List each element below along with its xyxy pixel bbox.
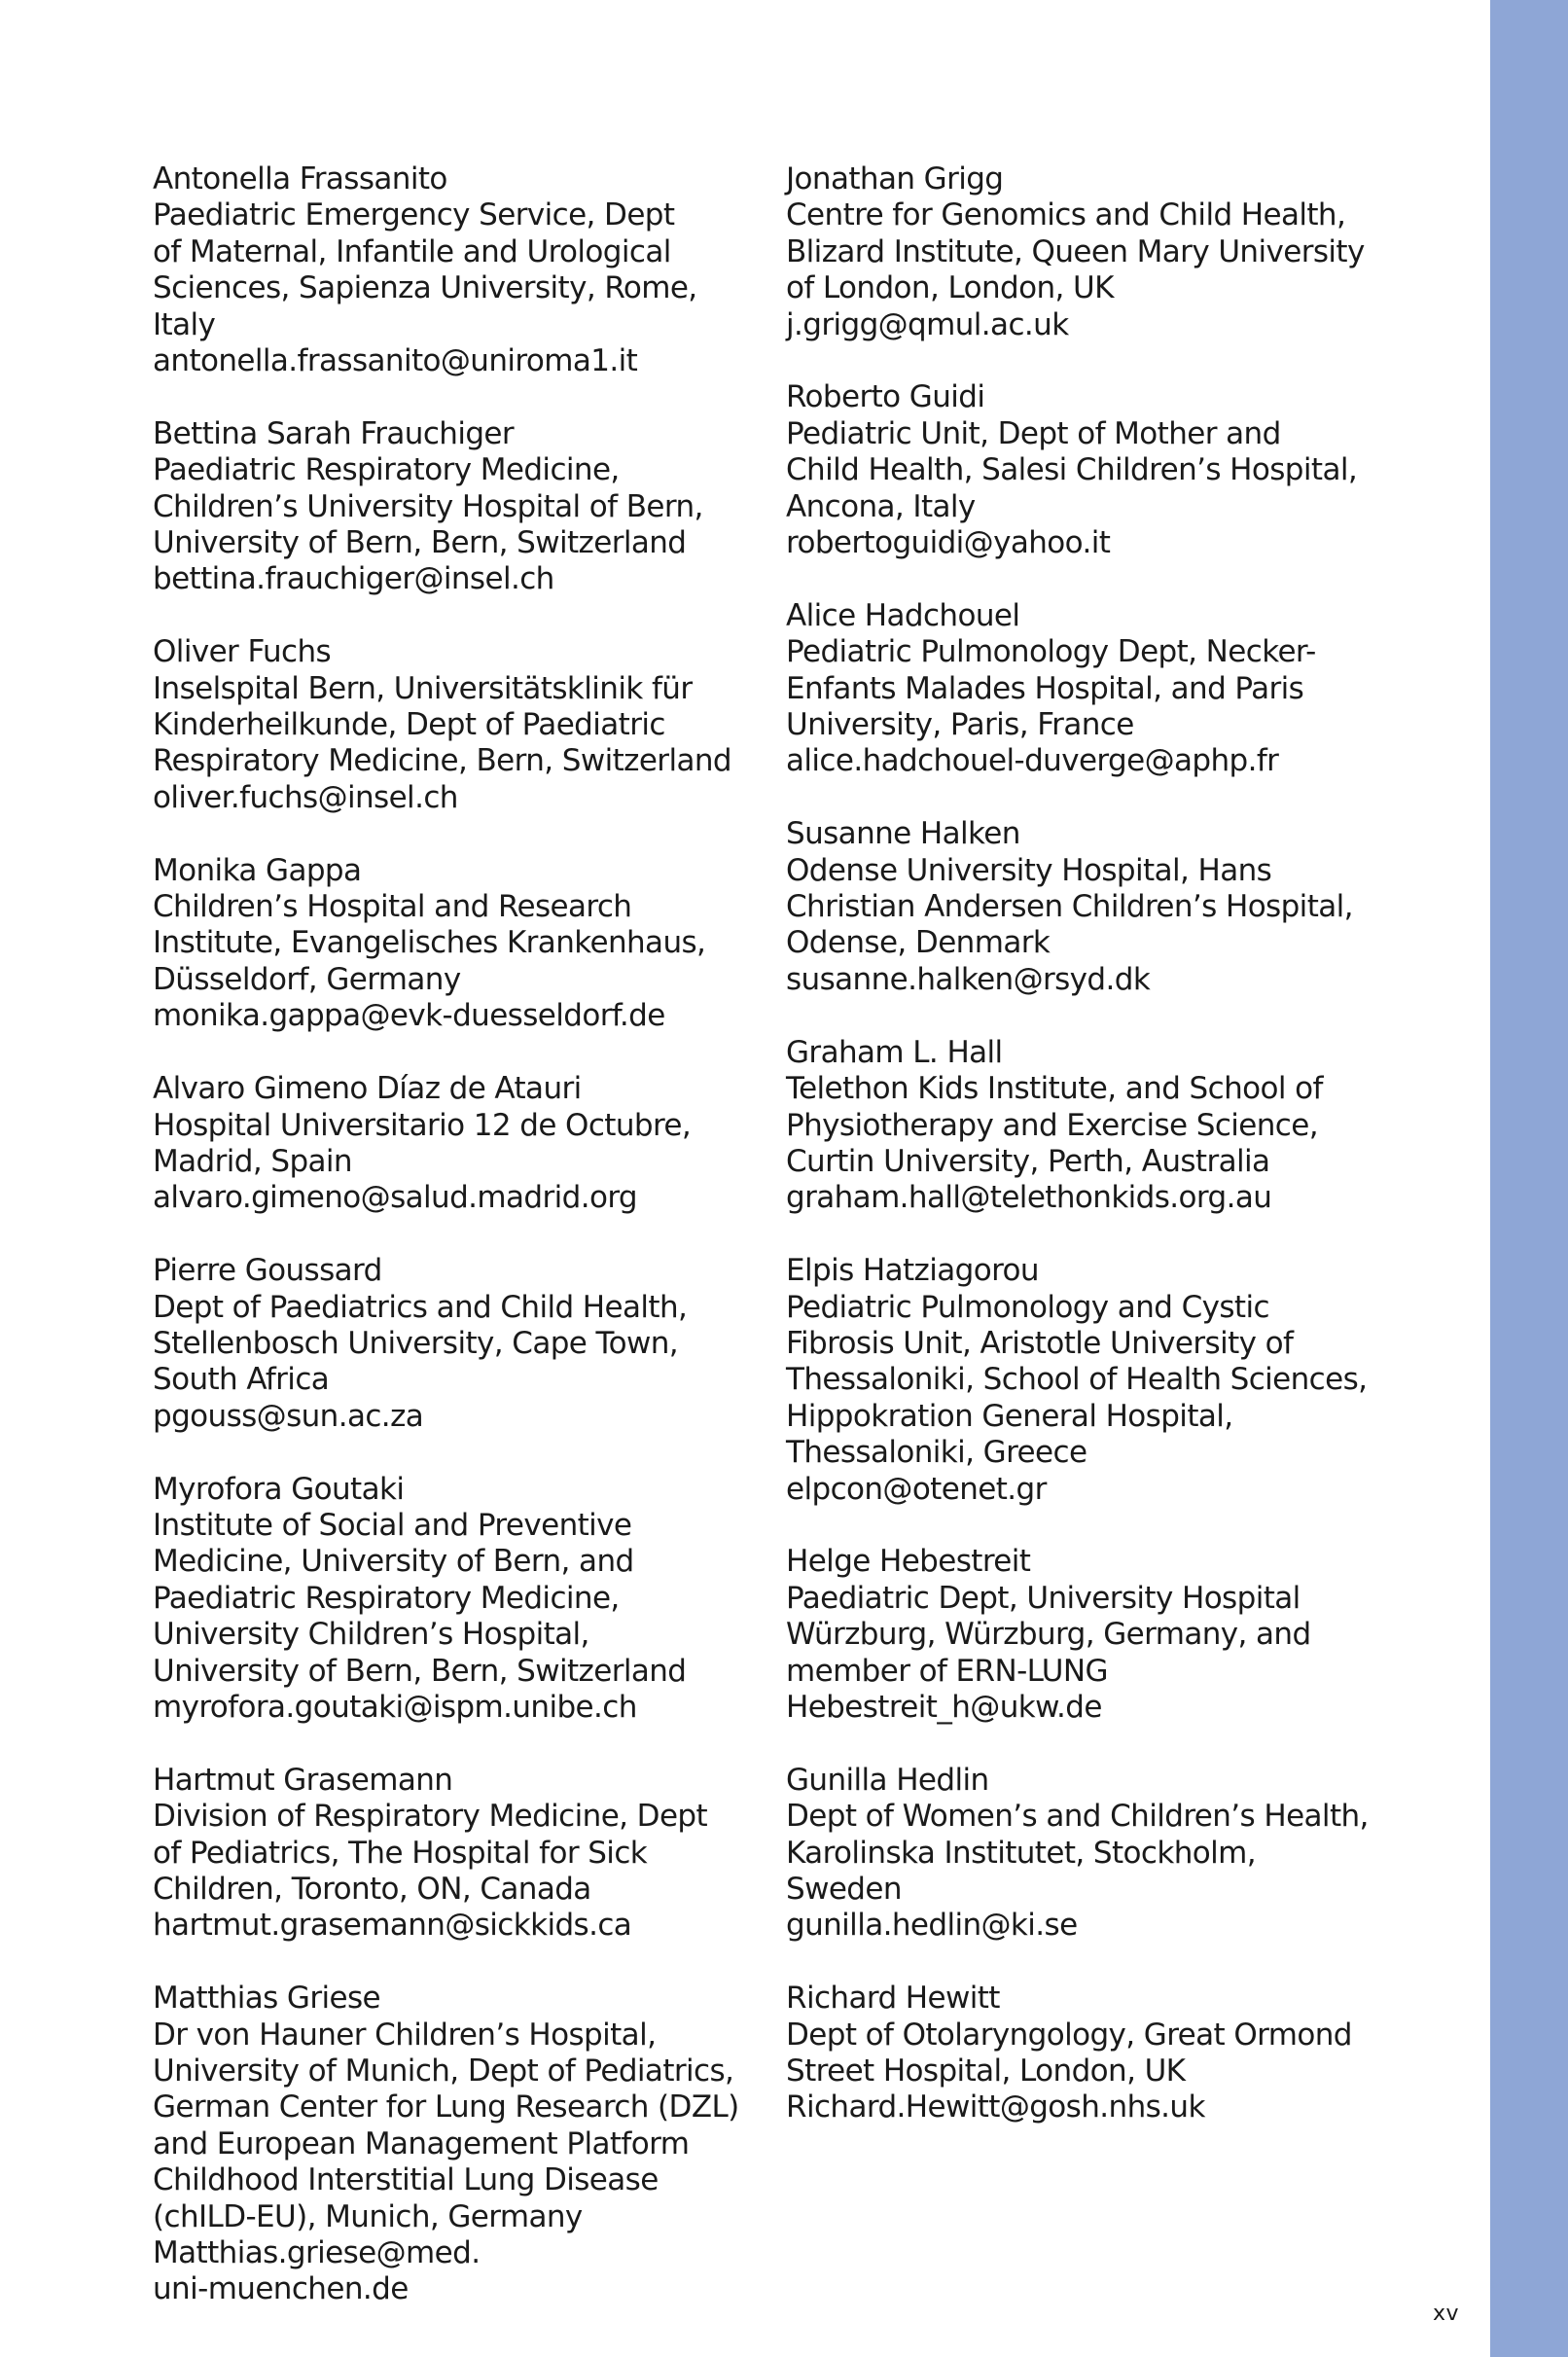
contributor-name: Jonathan Grigg — [786, 161, 1004, 196]
contributor-affiliation-line: South Africa — [153, 1362, 330, 1398]
page-number: xv — [1433, 2302, 1460, 2326]
contributor-entry — [153, 853, 736, 1035]
contributor-email: Richard.Hewitt@gosh.nhs.uk — [786, 2089, 1205, 2125]
contributor-email: alice.hadchouel-duverge@aphp.fr — [786, 743, 1279, 779]
contributor-name: Monika Gappa — [153, 852, 362, 888]
contributor-email: robertoguidi@yahoo.it — [786, 525, 1111, 561]
contributor-name: Pierre Goussard — [153, 1253, 382, 1289]
contributor-affiliation-line: Thessaloniki, School of Health Sciences, — [786, 1362, 1368, 1398]
contributors-column-left — [153, 161, 739, 2344]
contributor-email: gunilla.hedlin@ki.se — [786, 1908, 1078, 1944]
contributor-affiliation-line: University, Paris, France — [786, 707, 1134, 743]
contributor-entry — [153, 1253, 736, 1435]
contributor-affiliation-line: Stellenbosch University, Cape Town, — [153, 1325, 679, 1361]
contributor-entry — [153, 416, 736, 598]
contributor-name: Graham L. Hall — [786, 1034, 1003, 1070]
contributor-entry — [786, 1035, 1370, 1217]
contributor-name: Myrofora Goutaki — [153, 1471, 405, 1507]
contributor-affiliation-line: Pediatric Pulmonology and Cystic — [786, 1289, 1269, 1325]
contributor-name: Helge Hebestreit — [786, 1544, 1031, 1580]
contributor-affiliation-line: Medicine, University of Bern, and — [153, 1544, 634, 1580]
contributor-affiliation-line: of London, London, UK — [786, 270, 1114, 306]
contributor-entry — [786, 1544, 1370, 1726]
contributor-entry — [153, 1071, 736, 1217]
side-color-band — [1490, 0, 1568, 2357]
contributor-affiliation-line: of Pediatrics, The Hospital for Sick — [153, 1835, 648, 1871]
contributor-affiliation-line: University of Bern, Bern, Switzerland — [153, 525, 687, 561]
contributor-email: uni-muenchen.de — [153, 2271, 409, 2307]
contributor-email: pgouss@sun.ac.za — [153, 1398, 424, 1434]
contributor-affiliation-line: Matthias.griese@med. — [153, 2235, 481, 2271]
contributor-affiliation-line: Dr von Hauner Children’s Hospital, — [153, 2017, 657, 2053]
contributor-affiliation-line: Christian Andersen Children’s Hospital, — [786, 889, 1353, 925]
contributor-affiliation-line: Telethon Kids Institute, and School of — [786, 1071, 1323, 1107]
contributor-entry — [153, 161, 736, 379]
contributor-affiliation-line: Dept of Paediatrics and Child Health, — [153, 1289, 688, 1325]
contributor-affiliation-line: Enfants Malades Hospital, and Paris — [786, 670, 1304, 706]
contributor-name: Oliver Fuchs — [153, 634, 332, 670]
contributor-affiliation-line: Düsseldorf, Germany — [153, 961, 461, 997]
contributor-email: myrofora.goutaki@ispm.unibe.ch — [153, 1689, 637, 1725]
contributor-affiliation-line: Children’s University Hospital of Bern, — [153, 488, 703, 524]
contributor-affiliation-line: Pediatric Unit, Dept of Mother and — [786, 415, 1281, 451]
contributor-entry — [786, 1253, 1370, 1508]
contributor-affiliation-line: Ancona, Italy — [786, 488, 976, 524]
contributor-email: oliver.fuchs@insel.ch — [153, 779, 458, 815]
contributor-affiliation-line: Inselspital Bern, Universitätsklinik für — [153, 670, 693, 706]
contributor-affiliation-line: Würzburg, Würzburg, Germany, and — [786, 1617, 1311, 1653]
contributor-entry — [786, 598, 1370, 780]
contributor-affiliation-line: Institute of Social and Preventive — [153, 1507, 632, 1543]
contributor-name: Antonella Frassanito — [153, 161, 447, 196]
contributor-entry — [786, 1981, 1370, 2126]
contributor-affiliation-line: Madrid, Spain — [153, 1143, 352, 1179]
contributor-entry — [153, 1981, 739, 2308]
contributor-affiliation-line: Curtin University, Perth, Australia — [786, 1143, 1270, 1179]
contributor-affiliation-line: Paediatric Respiratory Medicine, — [153, 452, 620, 488]
contributor-affiliation-line: Respiratory Medicine, Bern, Switzerland — [153, 743, 731, 779]
contributor-affiliation-line: member of ERN-LUNG — [786, 1653, 1108, 1689]
contributor-name: Richard Hewitt — [786, 1981, 1000, 2017]
contributor-entry — [153, 1763, 736, 1945]
contributor-name: Gunilla Hedlin — [786, 1762, 989, 1798]
contributor-affiliation-line: Physiotherapy and Exercise Science, — [786, 1107, 1318, 1143]
contributor-affiliation-line: Street Hospital, London, UK — [786, 2053, 1186, 2089]
contributor-name: Hartmut Grasemann — [153, 1762, 453, 1798]
contributor-affiliation-line: Hospital Universitario 12 de Octubre, — [153, 1107, 692, 1143]
contributor-affiliation-line: Paediatric Respiratory Medicine, — [153, 1580, 620, 1616]
contributor-affiliation-line: Italy — [153, 306, 216, 342]
contributor-email: Hebestreit_h@ukw.de — [786, 1689, 1102, 1725]
contributor-affiliation-line: Child Health, Salesi Children’s Hospital, — [786, 452, 1358, 488]
contributor-email: antonella.frassanito@uniroma1.it — [153, 343, 638, 379]
contributor-name: Susanne Halken — [786, 816, 1020, 852]
contributor-affiliation-line: Division of Respiratory Medicine, Dept — [153, 1799, 708, 1835]
contributor-email: hartmut.grasemann@sickkids.ca — [153, 1908, 632, 1944]
contributor-affiliation-line: Odense, Denmark — [786, 925, 1051, 961]
contributor-email: elpcon@otenet.gr — [786, 1471, 1047, 1507]
contributor-affiliation-line: Sweden — [786, 1871, 902, 1907]
contributor-email: j.grigg@qmul.ac.uk — [786, 306, 1069, 342]
contributor-email: bettina.frauchiger@insel.ch — [153, 561, 554, 597]
contributor-entry — [153, 1472, 736, 1727]
contributor-name: Roberto Guidi — [786, 379, 985, 415]
contributor-affiliation-line: and European Management Platform — [153, 2125, 690, 2161]
contributor-affiliation-line: Pediatric Pulmonology Dept, Necker- — [786, 634, 1316, 670]
contributor-email: susanne.halken@rsyd.dk — [786, 961, 1151, 997]
contributor-affiliation-line: Blizard Institute, Queen Mary University — [786, 233, 1365, 269]
contributor-affiliation-line: Odense University Hospital, Hans — [786, 852, 1272, 888]
contributor-name: Matthias Griese — [153, 1981, 380, 2017]
contributor-name: Bettina Sarah Frauchiger — [153, 415, 515, 451]
contributor-affiliation-line: Karolinska Institutet, Stockholm, — [786, 1835, 1256, 1871]
contributor-entry — [786, 1763, 1370, 1945]
contributor-entry — [786, 379, 1370, 561]
contributor-affiliation-line: Paediatric Emergency Service, Dept — [153, 197, 675, 233]
contributor-email: graham.hall@telethonkids.org.au — [786, 1180, 1272, 1216]
contributor-email: alvaro.gimeno@salud.madrid.org — [153, 1180, 638, 1216]
contributor-affiliation-line: Children, Toronto, ON, Canada — [153, 1871, 591, 1907]
contributor-affiliation-line: Dept of Otolaryngology, Great Ormond — [786, 2017, 1352, 2053]
contributor-affiliation-line: University Children’s Hospital, — [153, 1617, 589, 1653]
contributor-affiliation-line: University of Munich, Dept of Pediatrics, — [153, 2053, 734, 2089]
contributor-affiliation-line: Institute, Evangelisches Krankenhaus, — [153, 925, 706, 961]
contributor-affiliation-line: Paediatric Dept, University Hospital — [786, 1580, 1301, 1616]
contributor-email: monika.gappa@evk-duesseldorf.de — [153, 998, 665, 1034]
contributor-name: Alvaro Gimeno Díaz de Atauri — [153, 1071, 582, 1107]
contributor-entry — [153, 634, 736, 816]
contributor-entry — [786, 816, 1370, 998]
contributor-name: Alice Hadchouel — [786, 597, 1020, 633]
contributor-affiliation-line: of Maternal, Infantile and Urological — [153, 233, 671, 269]
contributor-affiliation-line: Dept of Women’s and Children’s Health, — [786, 1799, 1369, 1835]
contributor-affiliation-line: Childhood Interstitial Lung Disease — [153, 2162, 659, 2198]
contributor-affiliation-line: University of Bern, Bern, Switzerland — [153, 1653, 687, 1689]
contributor-affiliation-line: Centre for Genomics and Child Health, — [786, 197, 1346, 233]
contributor-affiliation-line: Children’s Hospital and Research — [153, 889, 632, 925]
contributor-affiliation-line: Sciences, Sapienza University, Rome, — [153, 270, 697, 306]
contributor-entry — [786, 161, 1370, 343]
contributor-name: Elpis Hatziagorou — [786, 1253, 1039, 1289]
contributor-affiliation-line: Fibrosis Unit, Aristotle University of — [786, 1325, 1294, 1361]
contributor-affiliation-line: (chILD-EU), Munich, Germany — [153, 2198, 583, 2234]
contributor-affiliation-line: German Center for Lung Research (DZL) — [153, 2089, 739, 2125]
contributor-affiliation-line: Hippokration General Hospital, — [786, 1398, 1233, 1434]
contributor-affiliation-line: Thessaloniki, Greece — [786, 1435, 1087, 1471]
contributor-affiliation-line: Kinderheilkunde, Dept of Paediatric — [153, 707, 665, 743]
contributors-column-right — [786, 161, 1370, 2162]
